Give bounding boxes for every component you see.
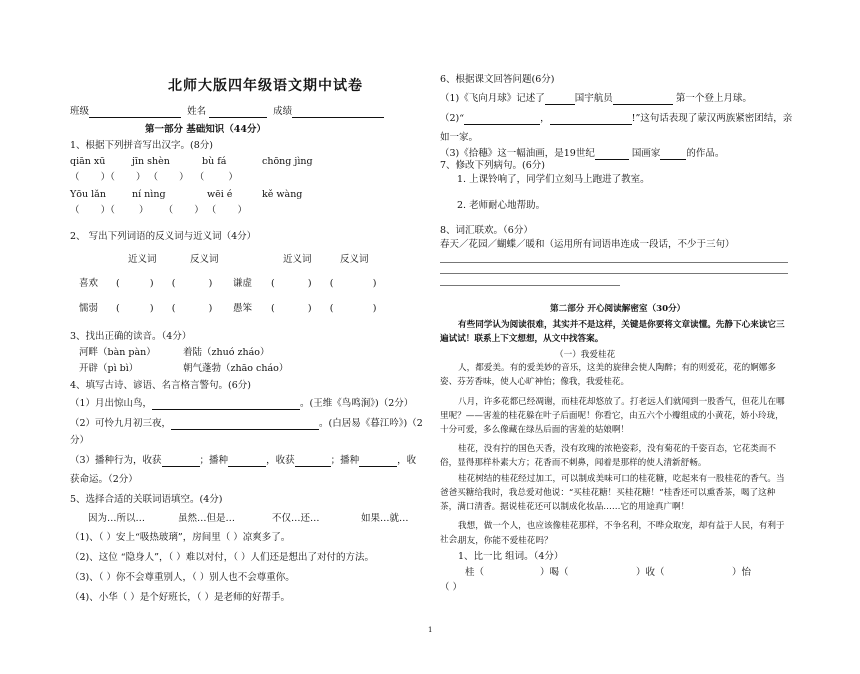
pinyin: kě wàng [262, 189, 303, 200]
q3-item[interactable]: 着陆（zhuó zháo） [183, 347, 270, 358]
part1-heading: 第一部分 基础知识（44分） [145, 124, 267, 135]
q5-sentence[interactable]: （4)、小华（ ）是个好班长，（ ）是老师的好帮手。 [70, 592, 291, 603]
q4-blank[interactable] [295, 456, 331, 467]
q6-line1 [440, 93, 752, 105]
reading-intro: 有些同学认为阅读很难，其实并不是这样，关键是你要将文章读懂。先静下心来读它三遍试试！联系上下文想想，从文中找答案。 [440, 320, 785, 344]
passage-paragraph: 朋友，你能不爱桂花吗？ [458, 536, 553, 546]
q6-prompt: 6、根据课文回答问题(6分) [440, 74, 555, 85]
q4-text: （1）月出惊山鸟， [70, 398, 153, 409]
q4-text: 。(白居易《暮江吟》)（2 [319, 418, 423, 429]
q2-head-synonym2: 近义词 [283, 254, 312, 265]
q4-line2 [70, 418, 423, 430]
answer-line[interactable] [440, 262, 788, 263]
q6-blank[interactable] [545, 94, 575, 105]
q5-prompt: 5、选择合适的关联词语填空。(4分) [70, 494, 223, 505]
class-blank[interactable] [89, 107, 181, 118]
name-label: 姓名 [187, 106, 207, 117]
q2-word: 喜欢 [79, 278, 99, 289]
q4-line1 [70, 398, 413, 410]
q5-sentence[interactable]: （2)、这位 “隐身人”，（ ）难以对付，（ ）人们还是想出了对付的方法。 [70, 552, 375, 563]
q7-sentence[interactable]: 1. 上课铃响了，同学们立刻马上跑进了教室。 [457, 174, 650, 185]
q6-blank[interactable] [660, 149, 686, 160]
q2-brackets[interactable]: ( ) ( ) [116, 278, 213, 289]
q6-blank[interactable] [595, 149, 629, 160]
q3-item[interactable]: 朝气蓬勃（zhāo cháo） [183, 363, 289, 374]
q6-text: （1)《飞向月球》记述了 [440, 93, 545, 104]
q2-head-antonym2: 反义词 [340, 254, 369, 265]
sq1-row2[interactable]: （ ） [440, 582, 463, 593]
q4-text: 获命运。（2分） [70, 474, 138, 485]
q6-text: 第一个登上月球。 [675, 93, 752, 104]
q6-line3 [440, 148, 724, 160]
q4-prompt: 4、填写古诗、谚语、名言格言警句。(6分) [70, 380, 252, 391]
sub-question-1: 1、比一比 组词。（4分） [458, 551, 564, 562]
q2-brackets[interactable]: ( ) ( ) [116, 303, 213, 314]
pinyin: bù fá [202, 156, 227, 167]
q6-text: 国宇航员 [574, 93, 613, 104]
pinyin: wēi é [207, 189, 233, 200]
q5-option: 如果…就… [361, 513, 409, 524]
q4-text: ；播种 [330, 455, 360, 466]
q6-line2 [440, 113, 792, 125]
q6-text: （2)“ [440, 113, 465, 124]
q2-brackets[interactable]: ( ) ( ) [271, 303, 377, 314]
q3-prompt: 3、找出正确的读音。（4分） [70, 331, 192, 342]
q2-word: 懦弱 [79, 303, 99, 314]
sq1-char[interactable]: 桂（ [465, 567, 485, 578]
pinyin: Yōu lǎn [70, 189, 106, 200]
name-blank[interactable] [209, 107, 267, 118]
q3-item[interactable]: 开辟（pì bì） [79, 363, 139, 374]
q8-instruction: 春天／花园／蝴蝶／暖和（运用所有词语串连成一段话，不少于三句） [440, 239, 735, 250]
pinyin: jīn shèn [132, 156, 170, 167]
q7-sentence[interactable]: 2. 老师耐心地帮助。 [457, 200, 546, 211]
q6-text: !”这句话表现了蒙汉两族紧密团结，亲 [631, 113, 793, 124]
q6-blank[interactable] [613, 94, 673, 105]
q6-blank[interactable] [464, 114, 540, 125]
q6-text: ， [540, 113, 550, 124]
q1-answer-brackets-row2[interactable]: （ ）（ ） （ ） （ ） [70, 205, 247, 216]
pinyin: chōng jìng [262, 156, 313, 167]
q4-text: （2）可怜九月初三夜， [70, 418, 172, 429]
passage-paragraph: 我想，做一个人，也应该像桂花那样，不争名利，不哗众取宠，却有益于人民，有利于社会。 [440, 521, 785, 545]
passage-paragraph: 八月，许多花都已经凋谢，而桂花却悠放了。打老远人们就闻到一股香气，但花儿在哪里呢？——害羞的桂花躲在叶子后面呢！你看它，由五六个小瓣组成的小黄花，娇小玲珑，十分可爱，多么像藏在绿丛后面的害羞的姑娘啊！ [440, 397, 785, 435]
pinyin: ní nìng [132, 189, 166, 200]
q2-prompt: 2、 写出下列词语的反义词与近义词（4分） [70, 231, 257, 242]
q4-text: 分） [70, 435, 90, 446]
q6-text: 的作品。 [686, 148, 725, 159]
q2-word: 谦虚 [233, 278, 253, 289]
page-number: 1 [428, 626, 433, 634]
answer-line[interactable] [440, 273, 788, 274]
passage-paragraph: 人，都爱美。有的爱美妙的音乐，这美的旋律会使人陶醉；有的则爱花，花的婀娜多姿、芬芳香味，使人心旷神怡；像我，我爱桂花。 [440, 363, 776, 387]
q4-text: ，收获 [266, 455, 295, 466]
sq1-char[interactable]: ）怡 [732, 567, 752, 578]
score-label: 成绩 [273, 106, 293, 117]
q6-text: 国画家 [631, 148, 661, 159]
passage-title: （一）我爱桂花 [555, 350, 616, 360]
passage-paragraph: 桂花，没有拧的国色天香，没有玫瑰的浓艳姿彩，没有菊花的千姿百态，它花类而不俗，显得那样朴素大方；花香而不刺鼻，闻着是那样的使人清新舒畅。 [440, 444, 776, 468]
sq1-char[interactable]: ）喝（ [540, 567, 569, 578]
passage-paragraph: 桂花树结的桂花经过加工，可以制成美味可口的桂花糖，吃起来有一股桂花的香气。当爸爸买糖给我时，我总爱对他说：“买桂花糖！买桂花糖！”桂香还可以熏香茶，喝了这种茶，满口清香。据说桂花还可以制成化妆品……它的用途真广啊！ [440, 474, 785, 512]
student-info-line [70, 106, 384, 118]
score-blank[interactable] [292, 107, 384, 118]
q4-text: ，收 [397, 455, 417, 466]
answer-line[interactable] [440, 285, 620, 286]
q6-blank[interactable] [550, 114, 632, 125]
q5-option: 虽然…但是… [178, 513, 236, 524]
q4-blank[interactable] [152, 399, 300, 410]
q4-blank[interactable] [171, 419, 319, 430]
q2-word: 愚笨 [233, 303, 253, 314]
q2-brackets[interactable]: ( ) ( ) [271, 278, 377, 289]
q4-text: ；播种 [199, 455, 229, 466]
exam-title: 北师大版四年级语文期中试卷 [168, 78, 363, 94]
part2-heading: 第二部分 开心阅读解密室（30分） [550, 304, 686, 314]
q6-text: （3)《拾穗》这一幅油画，是19世纪 [440, 148, 595, 159]
q4-text: 。(王维《鸟鸣涧》)（2分） [300, 398, 414, 409]
q4-blank[interactable] [359, 456, 397, 467]
q5-sentence[interactable]: （1)、（ ）安上“吸热玻璃”，房间里（ ）凉爽多了。 [70, 532, 291, 543]
q1-answer-brackets-row1[interactable]: （ ）（ ） （ ） （ ） [70, 172, 238, 183]
pinyin: qiān xū [70, 156, 106, 167]
q2-head-antonym1: 反义词 [190, 254, 219, 265]
q4-line3 [70, 455, 416, 467]
q3-item[interactable]: 河畔（bàn pàn） [79, 347, 156, 358]
sq1-char[interactable]: ）收（ [636, 567, 665, 578]
q7-prompt: 7、修改下列病句。(6分) [440, 160, 546, 171]
q4-blank[interactable] [162, 456, 200, 467]
class-label: 班级 [70, 106, 90, 117]
q4-blank[interactable] [228, 456, 266, 467]
q4-text: （3）播种行为，收获 [70, 455, 162, 466]
q6-text: 如一家。 [440, 132, 479, 143]
q1-prompt: 1、根据下列拼音写出汉字。(8分) [70, 140, 214, 151]
q5-sentence[interactable]: （3)、（ ）你不会尊重别人，（ ）别人也不会尊重你。 [70, 572, 295, 583]
q5-option: 不仅…还… [272, 513, 320, 524]
q8-prompt: 8、词汇联欢。（6分） [440, 225, 533, 236]
q2-head-synonym1: 近义词 [128, 254, 157, 265]
q5-option: 因为…所以… [88, 513, 146, 524]
